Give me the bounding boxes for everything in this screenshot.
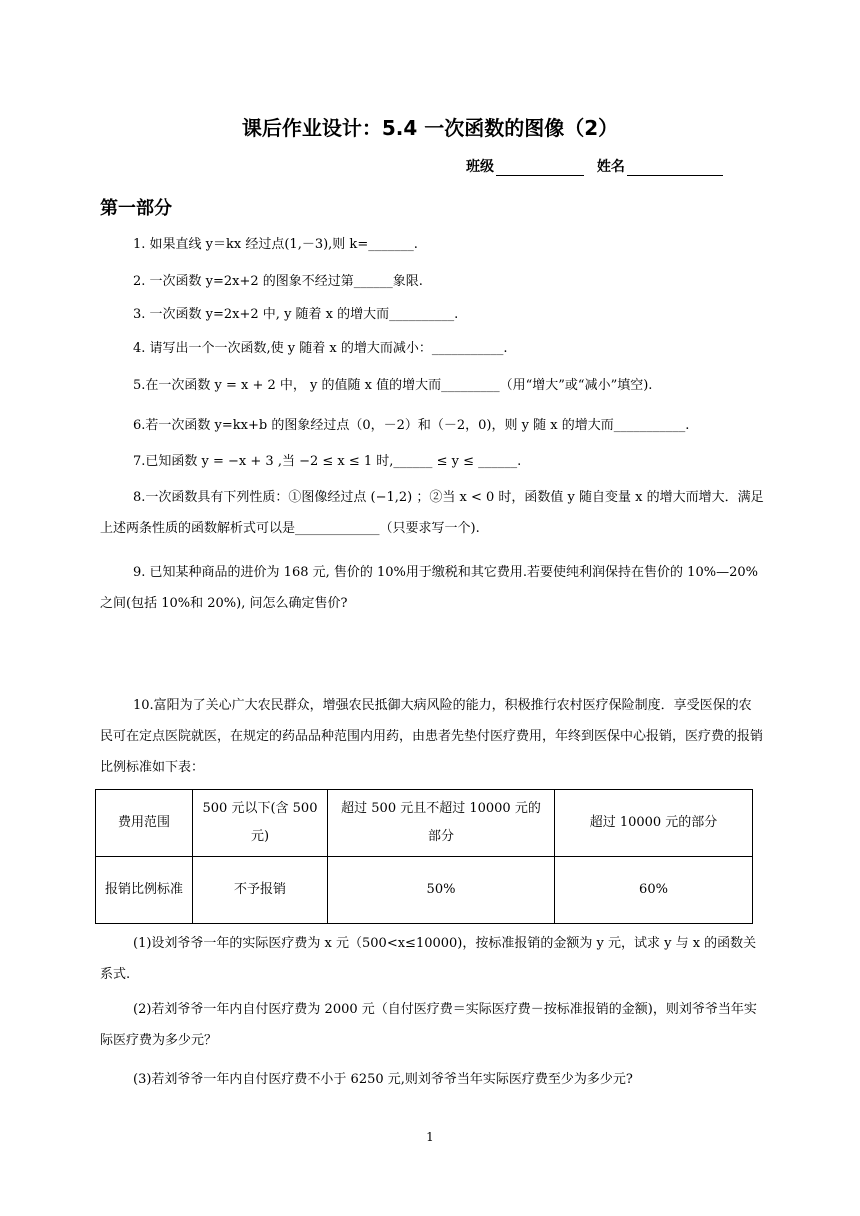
question-3: 3. 一次函数 y=2x+2 中, y 随着 x 的增大而__________. bbox=[133, 307, 459, 322]
table-cell: 60% bbox=[555, 857, 753, 924]
question-4: 4. 请写出一个一次函数,使 y 随着 x 的增大而减小：___________. bbox=[133, 341, 508, 356]
table-cell: 超过 10000 元的部分 bbox=[555, 790, 753, 857]
table-cell: 不予报销 bbox=[193, 857, 328, 924]
fee-table bbox=[95, 789, 753, 924]
question-5: 5.在一次函数 y = x + 2 中， y 的值随 x 值的增大而_________（用“增大”或“减小”填空). bbox=[133, 378, 653, 393]
question-10-part-3: (3)若刘爷爷一年内自付医疗费不小于 6250 元,则刘爷爷当年实际医疗费至少为多少元? bbox=[133, 1072, 633, 1087]
table-cell: 500 元以下(含 500 元) bbox=[193, 790, 328, 857]
page-number: 1 bbox=[426, 1130, 434, 1144]
question-7: 7.已知函数 y = −x + 3 ,当 −2 ≤ x ≤ 1 时,______ ≤ y ≤ ______. bbox=[133, 454, 522, 469]
question-10-intro: 10.富阳为了关心广大农民群众，增强农民抵御大病风险的能力，积极推行农村医疗保险制度．享受医保的农民可在定点医院就医，在规定的药品品种范围内用药，由患者先垫付医疗费用，年终到医保中心报销，医疗费的报销比例标准如下表： bbox=[100, 698, 764, 775]
table-cell: 超过 500 元且不超过 10000 元的部分 bbox=[328, 790, 555, 857]
question-9: 9. 已知某种商品的进价为 168 元, 售价的 10%用于缴税和其它费用.若要使纯利润保持在售价的 10%—20%之间(包括 10%和 20%), 问怎么确定售价? bbox=[100, 565, 758, 611]
class-name-line bbox=[466, 156, 725, 176]
section-title: 第一部分 bbox=[100, 198, 172, 219]
question-10-part-1: (1)设刘爷爷一年的实际医疗费为 x 元（500<x≤10000)，按标准报销的金额为 y 元，试求 y 与 x 的函数关系式. bbox=[100, 936, 757, 982]
table-cell: 报销比例标准 bbox=[96, 857, 193, 924]
question-8: 8.一次函数具有下列性质：①图像经过点 (−1,2) ；②当 x < 0 时，函数值 y 随自变量 x 的增大而增大．满足上述两条性质的函数解析式可以是_____________（只要求写一个). bbox=[100, 490, 764, 536]
name-label: 姓名 bbox=[596, 159, 625, 175]
table-cell: 费用范围 bbox=[96, 790, 193, 857]
question-1: 1. 如果直线 y＝kx 经过点(1,－3),则 k=_______. bbox=[133, 237, 418, 252]
question-2: 2. 一次函数 y=2x+2 的图象不经过第______象限. bbox=[133, 274, 423, 289]
class-blank bbox=[496, 161, 584, 176]
table-cell: 50% bbox=[328, 857, 555, 924]
page-title: 课后作业设计：5.4 一次函数的图像（2） bbox=[241, 116, 619, 140]
class-label: 班级 bbox=[466, 159, 494, 175]
question-10-part-2: (2)若刘爷爷一年内自付医疗费为 2000 元（自付医疗费＝实际医疗费－按标准报销的金额)，则刘爷爷当年实际医疗费为多少元？ bbox=[100, 1002, 757, 1048]
table-row bbox=[96, 857, 753, 924]
name-blank bbox=[627, 161, 723, 176]
table-row bbox=[96, 790, 753, 857]
question-6: 6.若一次函数 y=kx+b 的图象经过点（0，－2）和（－2，0)，则 y 随 x 的增大而___________. bbox=[133, 418, 690, 433]
